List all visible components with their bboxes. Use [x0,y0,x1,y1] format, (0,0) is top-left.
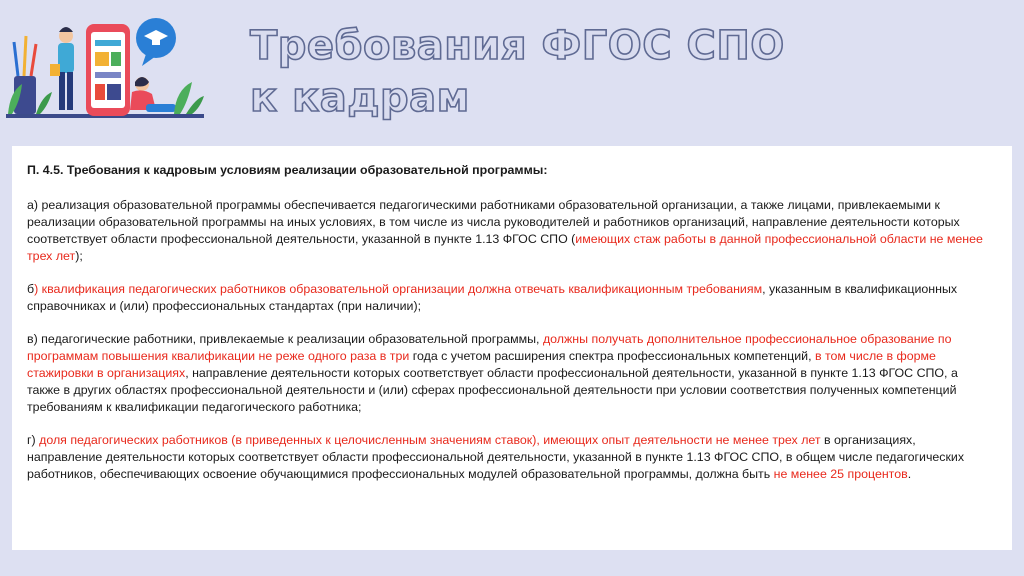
paragraph-a-highlight: имеющих стаж работы в данной профессиональной области не менее трех лет [27,232,983,263]
paragraph-v-highlight-2: в том числе в форме стажировки в организациях [27,349,936,380]
title-line-2: к кадрам [250,75,470,121]
paragraph-v-text-3: , направление деятельности которых соответствует области профессиональной деятельности, указанной в пункте 1.13 ФГОС СПО, а также в других областях профессиональной деятельности и (или) сферах профессиональной деятельности при условии соответствия полученных компетенций требованиям к квалификации педагогического работника; [27,366,958,414]
paragraph-v-text: в) педагогические работники, привлекаемые к реализации образовательной программы, [27,332,543,346]
paragraph-a-end: ); [75,249,83,263]
people-with-phone-and-books-illustration [6,14,204,128]
paragraph-v [27,331,987,416]
paragraph-g [27,432,987,483]
paragraph-a [27,197,987,265]
paragraph-g-highlight-2: не менее 25 процентов [773,467,908,481]
paragraph-b-prefix: б [27,282,35,296]
paragraph-b-highlight: ) квалификация педагогических работников образовательной организации должна отвечать квалификационным требованиям [34,282,763,296]
paragraph-b-text: , указанным в квалификационных справочниках и (или) профессиональных стандартах (при наличии); [27,282,958,313]
requirements-text [27,162,987,499]
paragraph-g-highlight-1: доля педагогических работников (в приведенных к целочисленным значениям ставок), имеющих опыт деятельности не менее трех лет [39,433,821,447]
title-line-1: Требования ФГОС СПО [250,23,785,69]
paragraph-g-end: . [907,467,912,481]
paragraph-a-text: а) реализация образовательной программы обеспечивается педагогическими работниками образовательной организации, а также лицами, привлекаемыми к реализации образовательной программы на иных условиях, в том числе из числа руководителей и работников организаций, направление деятельности которых соответствует области профессиональной деятельности, указанной в пункте 1.13 ФГОС СПО ( [27,198,960,246]
paragraph-v-highlight-1: должны получать дополнительное профессиональное образование по программам повышения квалификации не реже одного раза в три [27,332,952,363]
bottom-band [0,550,1024,576]
paragraph-g-text: в организациях, направление деятельности которых соответствует области профессиональной деятельности, указанной в пункте 1.13 ФГОС СПО, в общем числе педагогических работников, обеспечивающих освоение обучающимися профессиональных модулей образовательной программы, должна быть [27,433,965,481]
paragraph-v-text-2: года с учетом расширения спектра профессиональных компетенций, [409,349,815,363]
paragraph-b [27,281,987,315]
paragraph-g-prefix: г) [27,433,40,447]
section-heading: П. 4.5. Требования к кадровым условиям реализации образовательной программы: [27,163,548,177]
page-title [250,20,785,124]
